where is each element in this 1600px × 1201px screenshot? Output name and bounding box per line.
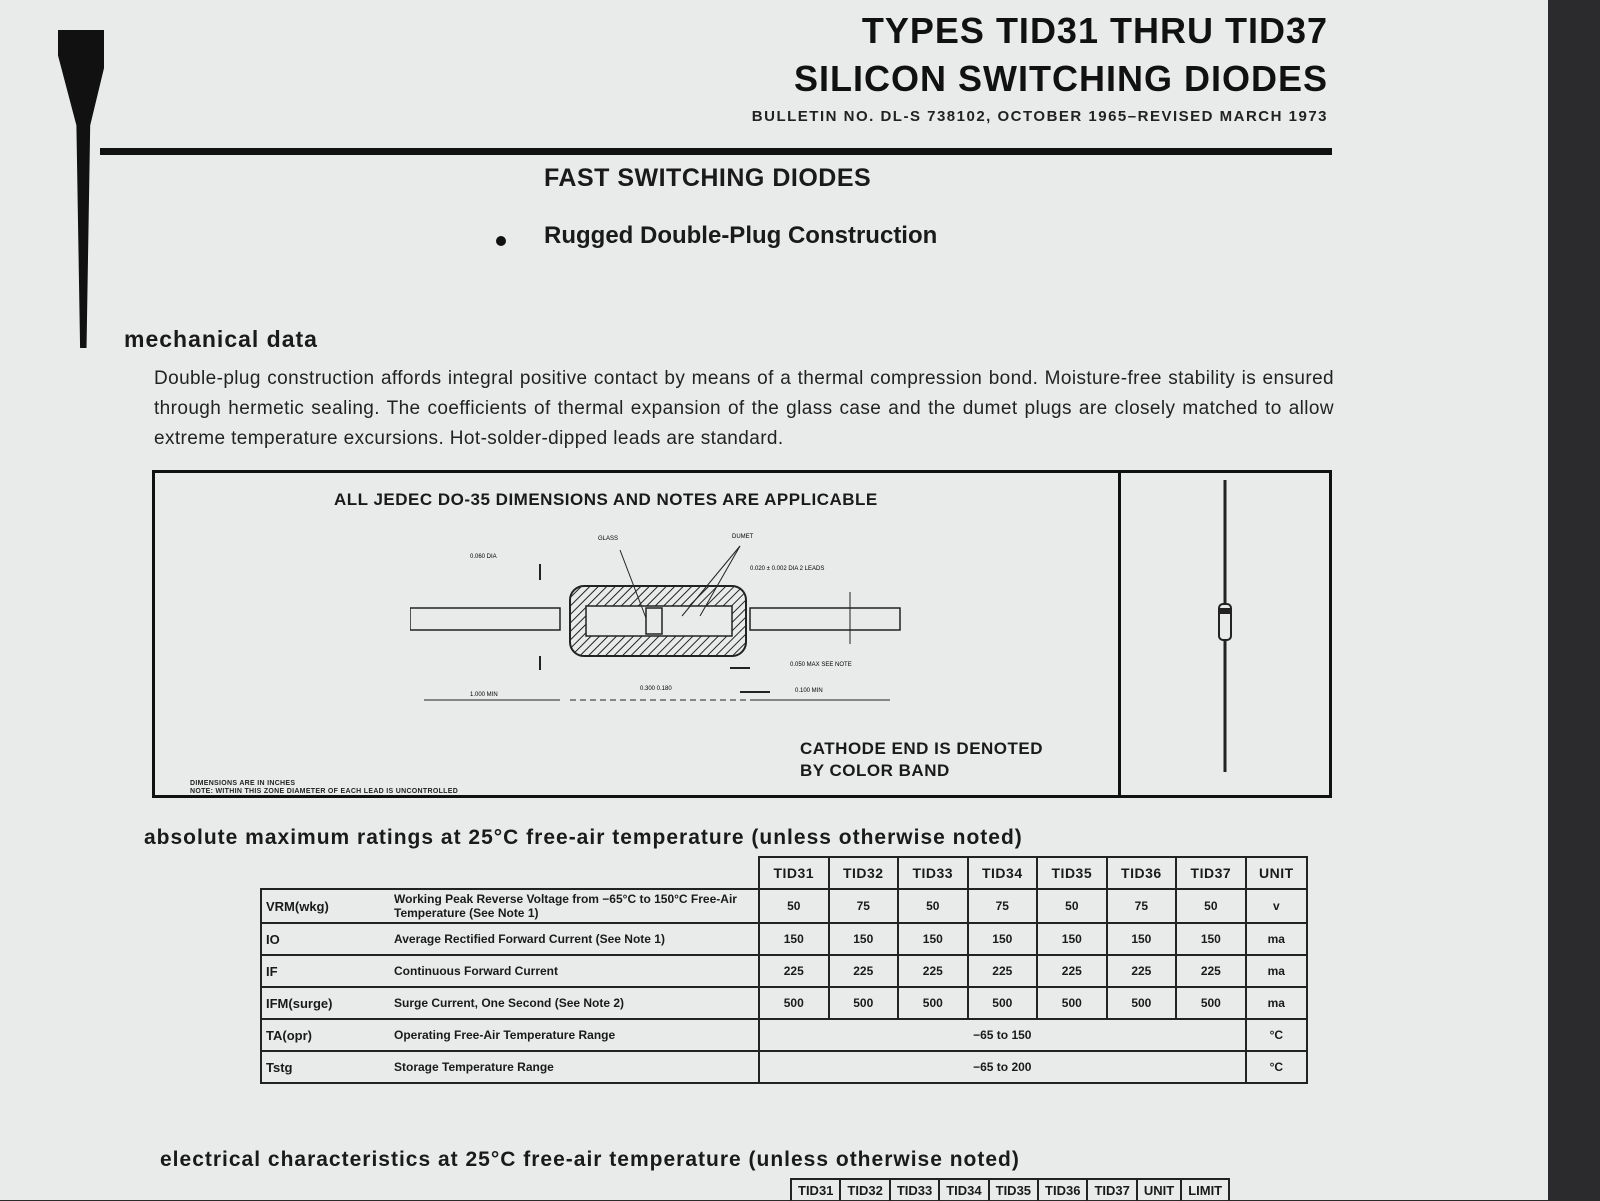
title-line1: TYPES TID31 THRU TID37 — [861, 10, 1328, 51]
mechanical-body: Double-plug construction affords integral positive contact by means of a thermal compression bond. Moisture-free stability is ensured through hermetic sealing. The coefficients of thermal expansion of the glass case and the dumet plugs are closely matched to allow extreme temperature excursions. Hot-solder-dipped leads are standard. — [154, 368, 1334, 449]
row-symbol: Tstg — [261, 1051, 390, 1083]
row-parameter: Average Rectified Forward Current (See Note 1) — [390, 923, 759, 955]
cathode-note — [800, 738, 1043, 782]
header-rule — [100, 148, 1332, 155]
cell-value: 225 — [1176, 955, 1246, 987]
label-zone: 0.050 MAX SEE NOTE — [790, 662, 852, 668]
cell-value: 75 — [1107, 889, 1177, 923]
table-row — [261, 1051, 1307, 1083]
right-lead-shape — [750, 608, 900, 630]
section-heading-fast: FAST SWITCHING DIODES — [544, 164, 872, 192]
cell-value: 150 — [829, 923, 899, 955]
cell-value: 150 — [759, 923, 829, 955]
feature-bullet: Rugged Double-Plug Construction — [544, 222, 938, 249]
left-lead-shape — [410, 608, 560, 630]
col-header: TID32 — [829, 857, 899, 889]
label-end: 0.100 MIN — [795, 688, 823, 694]
ratings-header-row — [261, 857, 1307, 889]
cell-range: −65 to 150 — [759, 1019, 1246, 1051]
cell-value: 500 — [829, 987, 899, 1019]
title-line2: SILICON SWITCHING DIODES — [793, 58, 1328, 99]
dumet-plug-shape — [586, 606, 732, 636]
row-parameter: Operating Free-Air Temperature Range — [390, 1019, 759, 1051]
cell-value: 225 — [1037, 955, 1107, 987]
label-body-len: 0.300 0.180 — [640, 686, 672, 692]
col-header: TID37 — [1088, 1180, 1137, 1201]
label-lead-len: 1.000 MIN — [470, 692, 498, 698]
cell-unit: °C — [1246, 1051, 1307, 1083]
cell-unit: v — [1246, 889, 1307, 923]
table-row — [261, 889, 1307, 923]
ratings-heading: absolute maximum ratings at 25°C free-air temperature (unless otherwise noted) — [144, 826, 1023, 849]
row-symbol: VRM(wkg) — [261, 889, 390, 923]
row-symbol: IFM(surge) — [261, 987, 390, 1019]
col-header: TID33 — [898, 857, 968, 889]
row-parameter: Continuous Forward Current — [390, 955, 759, 987]
col-header: TID36 — [1107, 857, 1177, 889]
cell-value: 500 — [1037, 987, 1107, 1019]
diode-side-view — [1125, 476, 1325, 786]
bulletin-number: BULLETIN NO. DL-S 738102, OCTOBER 1965–REVISED MARCH 1973 — [751, 108, 1328, 125]
label-dumet: DUMET — [732, 534, 754, 540]
cell-value: 150 — [1176, 923, 1246, 955]
row-symbol: IF — [261, 955, 390, 987]
label-glass: GLASS — [598, 536, 619, 542]
col-header: UNIT — [1246, 857, 1307, 889]
cell-unit: °C — [1246, 1019, 1307, 1051]
cell-unit: ma — [1246, 923, 1307, 955]
cell-value: 150 — [968, 923, 1038, 955]
cell-value: 500 — [898, 987, 968, 1019]
label-body-dia: 0.060 DIA — [470, 554, 497, 560]
col-header: TID32 — [841, 1180, 890, 1201]
table-row — [261, 987, 1307, 1019]
cell-value: 500 — [1176, 987, 1246, 1019]
col-header: UNIT — [1138, 1180, 1182, 1201]
row-symbol: TA(opr) — [261, 1019, 390, 1051]
cell-value: 500 — [759, 987, 829, 1019]
cell-value: 75 — [829, 889, 899, 923]
col-header: TID31 — [759, 857, 829, 889]
col-header: TID33 — [891, 1180, 940, 1201]
row-symbol: IO — [261, 923, 390, 955]
cathode-note-line2: BY COLOR BAND — [800, 761, 950, 780]
table-row — [261, 923, 1307, 955]
mechanical-heading: mechanical data — [124, 326, 318, 352]
jedec-note: ALL JEDEC DO-35 DIMENSIONS AND NOTES ARE APPLICABLE — [334, 490, 878, 509]
cell-value: 50 — [759, 889, 829, 923]
cell-value: 50 — [1037, 889, 1107, 923]
cell-value: 50 — [1176, 889, 1246, 923]
table-row — [261, 955, 1307, 987]
col-header: TID36 — [1039, 1180, 1088, 1201]
cell-value: 50 — [898, 889, 968, 923]
cell-value: 225 — [968, 955, 1038, 987]
electrical-header-row — [790, 1178, 1230, 1201]
col-header: LIMIT — [1182, 1180, 1230, 1201]
cell-value: 225 — [759, 955, 829, 987]
dimension-note-line2: NOTE: WITHIN THIS ZONE DIAMETER OF EACH LEAD IS UNCONTROLLED — [190, 788, 459, 795]
col-header: TID34 — [968, 857, 1038, 889]
col-header: TID35 — [1037, 857, 1107, 889]
dimension-note-line1: DIMENSIONS ARE IN INCHES — [190, 780, 296, 787]
table-row — [261, 1019, 1307, 1051]
col-header: TID31 — [792, 1180, 841, 1201]
cell-range: −65 to 200 — [759, 1051, 1246, 1083]
cell-value: 150 — [1037, 923, 1107, 955]
cell-value: 500 — [968, 987, 1038, 1019]
cell-value: 150 — [1107, 923, 1177, 955]
row-parameter: Working Peak Reverse Voltage from −65°C to 150°C Free-Air Temperature (See Note 1) — [390, 889, 759, 923]
row-parameter: Storage Temperature Range — [390, 1051, 759, 1083]
label-lead-dia: 0.020 ± 0.002 DIA 2 LEADS — [750, 566, 825, 572]
corner-bar-graphic — [58, 30, 104, 348]
cell-value: 225 — [1107, 955, 1177, 987]
cell-value: 500 — [1107, 987, 1177, 1019]
electrical-heading: electrical characteristics at 25°C free-air temperature (unless otherwise noted) — [160, 1148, 1020, 1171]
cell-unit: ma — [1246, 987, 1307, 1019]
row-parameter: Surge Current, One Second (See Note 2) — [390, 987, 759, 1019]
cell-value: 150 — [898, 923, 968, 955]
ratings-header-blank — [261, 857, 759, 889]
col-header: TID35 — [990, 1180, 1039, 1201]
cell-unit: ma — [1246, 955, 1307, 987]
cell-value: 75 — [968, 889, 1038, 923]
cell-value: 225 — [829, 955, 899, 987]
col-header: TID37 — [1176, 857, 1246, 889]
bullet-icon — [496, 236, 506, 246]
col-header: TID34 — [940, 1180, 989, 1201]
figure-divider — [1118, 470, 1121, 798]
diode-outline-drawing — [410, 528, 910, 718]
ratings-table — [260, 856, 1308, 1084]
cell-value: 225 — [898, 955, 968, 987]
cathode-note-line1: CATHODE END IS DENOTED — [800, 739, 1044, 758]
dimension-note — [190, 780, 458, 796]
